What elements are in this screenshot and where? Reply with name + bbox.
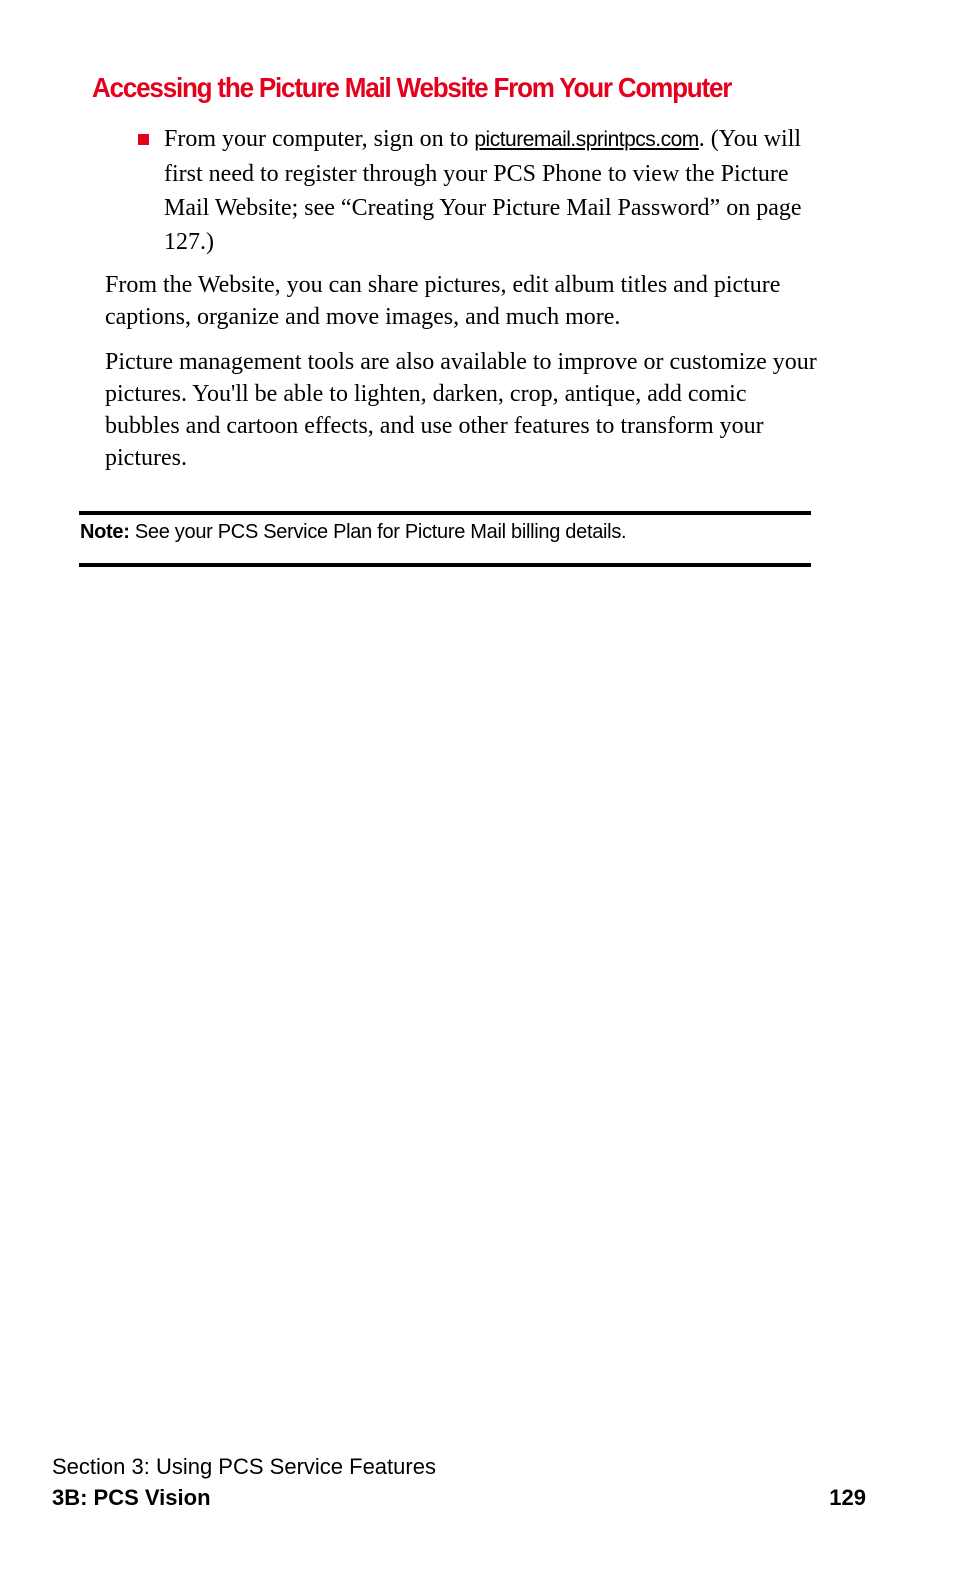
bullet-list-item <box>138 122 818 259</box>
body-paragraph-website-features: From the Website, you can share pictures, edit album titles and picture captions, organize and move images, and much more. <box>105 272 781 330</box>
note-bottom-rule <box>79 563 811 567</box>
note-text: See your PCS Service Plan for Picture Mail billing details. <box>129 521 627 543</box>
section-heading: Accessing the Picture Mail Website From Your Computer <box>92 72 732 103</box>
footer-chapter-title: 3B: PCS Vision <box>52 1485 211 1510</box>
footer-section-title: Section 3: Using PCS Service Features <box>52 1454 436 1479</box>
note-top-rule <box>79 511 811 515</box>
picture-mail-website-link[interactable]: picturemail.sprintpcs.com <box>474 128 699 151</box>
bullet-text-after: . (You will first need to register through your PCS Phone to view the Picture Mail Website; see “Creating Your Picture Mail Password” on page 127.) <box>164 126 802 255</box>
bullet-text <box>164 122 818 259</box>
page-number: 129 <box>829 1485 866 1510</box>
body-paragraph-management-tools: Picture management tools are also available to improve or customize your pictures. You'll be able to lighten, darken, crop, antique, add comic bubbles and cartoon effects, and use other features to transform your pictures. <box>105 349 817 471</box>
bullet-text-before: From your computer, sign on to <box>164 126 475 152</box>
note-label: Note: <box>80 521 130 543</box>
note-box <box>80 518 626 546</box>
red-square-bullet-icon <box>138 134 149 145</box>
